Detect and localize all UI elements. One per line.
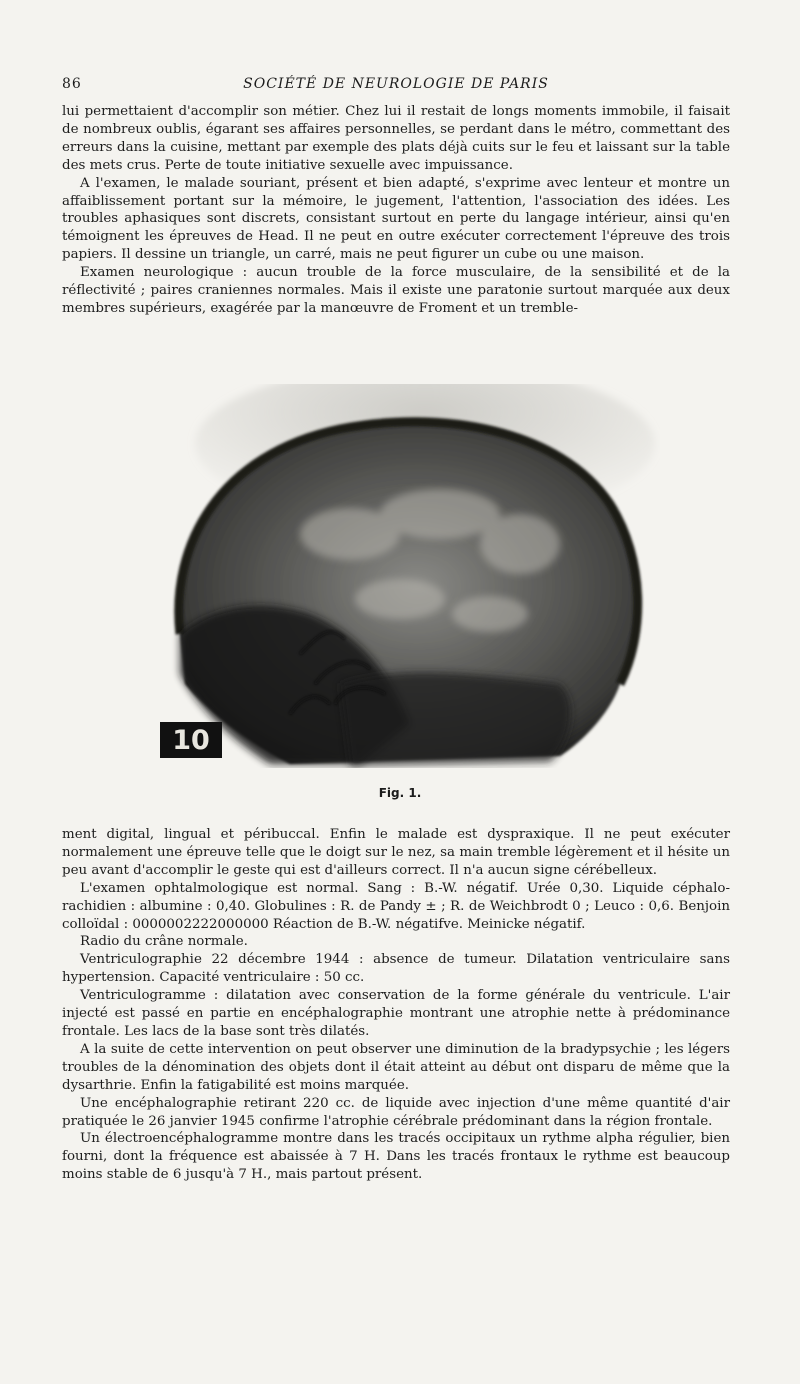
paragraph: Une encéphalographie retirant 220 cc. de liquide avec injection d'une même quantité d'air pratiquée le 26 janvier 1945 confirme l'atrophie cérébrale prédominant dans la région frontale. (62, 1095, 730, 1129)
paragraph: Un électroencéphalogramme montre dans les tracés occipitaux un rythme alpha régulier, bien fourni, dont la fréquence est abaissée à 7 H. Dans les tracés frontaux le rythme est beaucoup moins stable de 6 jusqu'à 7 H., mais partout présent. (62, 1131, 730, 1183)
paragraph: L'examen ophtalmologique est normal. Sang : B.-W. négatif. Urée 0,30. Liquide céphalo-rachidien : albumine : 0,40. Globulines : R. de Pandy ± ; R. de Weichbrodt 0 ; Leuco : 0,6. Benjoin colloïdal : 0000002222000000 Réaction de B.-W. négatifve. Meinicke négatif. (62, 880, 730, 932)
paragraph: Ventriculogramme : dilatation avec conservation de la forme générale du ventricule. L'air injecté est passé en partie en encéphalographie montrant une atrophie nette à prédominance frontale. Les lacs de la base sont très dilatés. (62, 988, 730, 1039)
running-head (62, 76, 730, 96)
body-text-bottom (62, 826, 730, 1184)
paragraph: Ventriculographie 22 décembre 1944 : absence de tumeur. Dilatation ventriculaire sans hypertension. Capacité ventriculaire : 50 cc. (62, 952, 730, 986)
paragraph: ment digital, lingual et péribuccal. Enfin le malade est dyspraxique. Il ne peut exécuter normalement une épreuve telle que le doigt sur le nez, sa main tremble légèrement et il hésite un peu avant d'accomplir le geste qui est d'ailleurs correct. Il n'a aucun signe cérébelleux. (62, 827, 730, 878)
film-marker-label: 10 (172, 725, 210, 756)
paragraph: lui permettaient d'accomplir son métier. Chez lui il restait de longs moments immobile, il faisait de nombreux oublis, égarant ses affaires personnelles, se perdant dans le métro, commettant des erreurs dans la cuisine, mettant par exemple des plats déjà cuits sur le feu et laissant sur la table des mets crus. Perte de toute initiative sexuelle avec impuissance. (62, 104, 730, 173)
figure-caption: Fig. 1. (378, 786, 422, 800)
paragraph: Examen neurologique : aucun trouble de la force musculaire, de la sensibilité et de la réflectivité ; paires craniennes normales. Mais il existe une paratonie surtout marquée aux deux membres supérieurs, exagérée par la manœuvre de Froment et un tremble- (62, 265, 730, 316)
journal-title: SOCIÉTÉ DE NEUROLOGIE DE PARIS (243, 76, 549, 92)
skull-radiograph-image (140, 384, 660, 768)
film-marker (160, 722, 222, 758)
paragraph: A la suite de cette intervention on peut observer une diminution de la bradypsychie ; les légers troubles de la dénomination des objets dont il était atteint au début ont disparu de même que la dysarthrie. Enfin la fatigabilité est moins marquée. (62, 1041, 730, 1093)
paragraph: A l'examen, le malade souriant, présent et bien adapté, s'exprime avec lenteur et montre un affaiblissement portant sur la mémoire, le jugement, l'attention, l'association des idées. Les troubles aphasiques sont discrets, consistant surtout en perte du langage intérieur, ainsi qu'en témoignent les épreuves de Head. Il ne peut en outre exécuter correctement l'épreuve des trois papiers. Il dessine un triangle, un carré, mais ne peut figurer un cube ou une maison. (62, 175, 730, 263)
paragraph: Radio du crâne normale. (80, 934, 248, 950)
body-text-top (62, 103, 730, 318)
skull-radiograph-figure (140, 384, 660, 768)
page-number: 86 (62, 76, 82, 92)
